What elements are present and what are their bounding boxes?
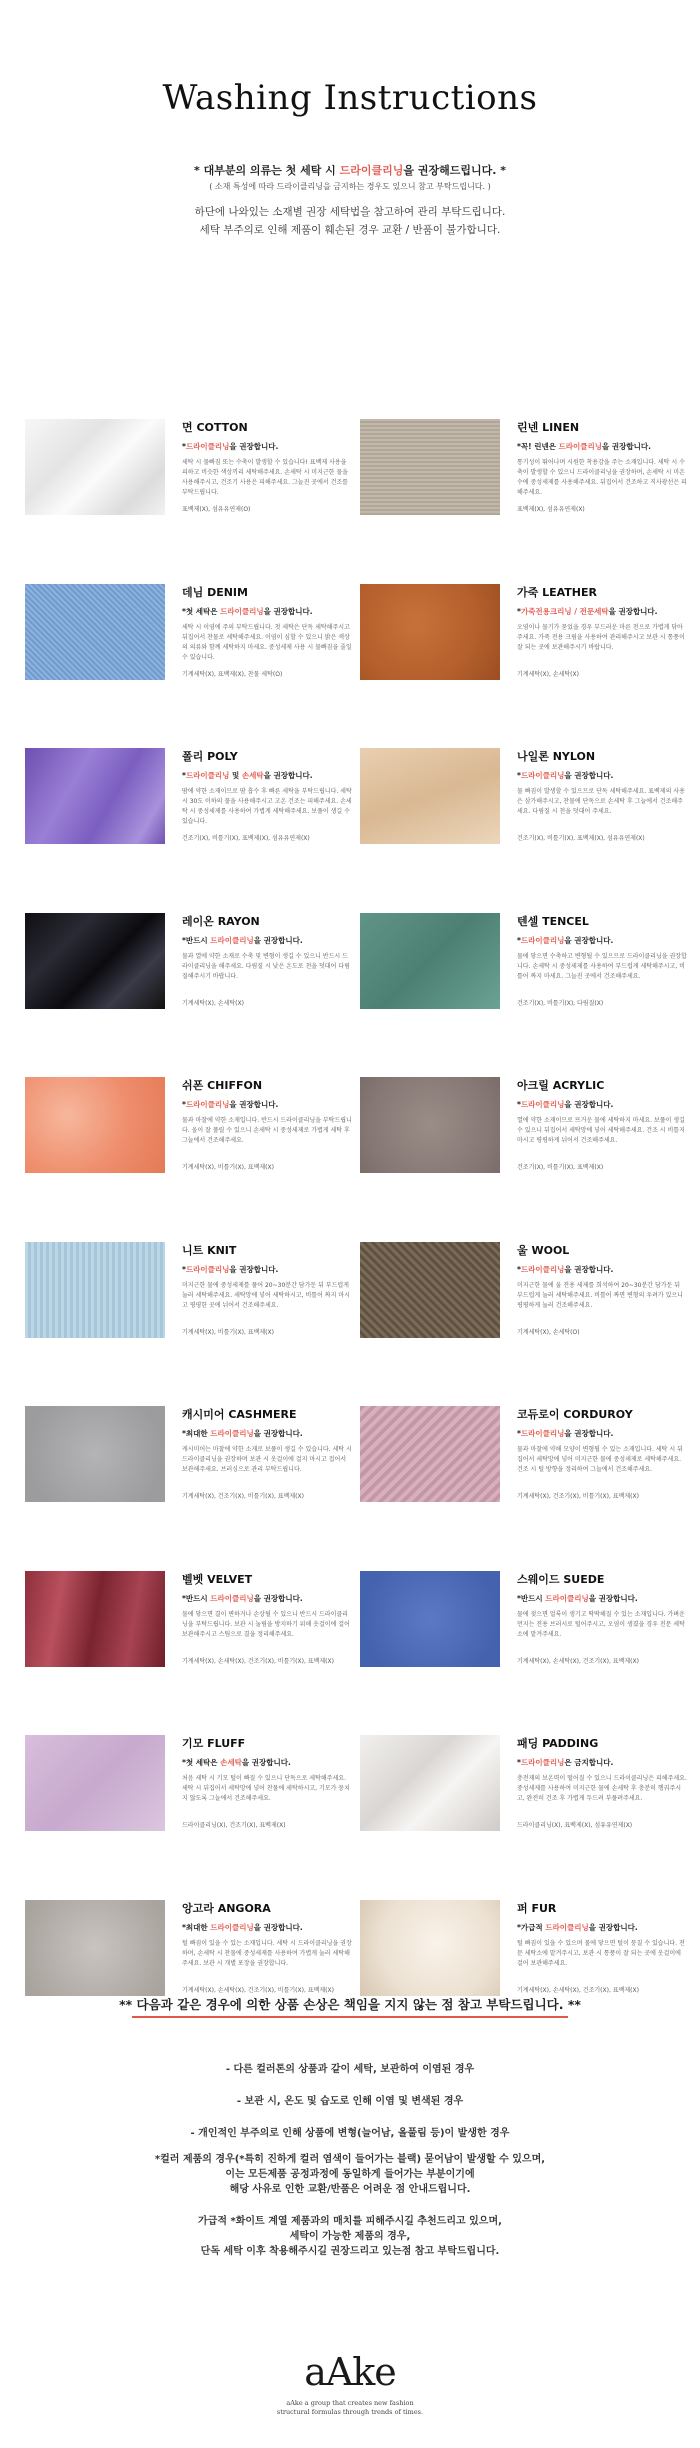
fabric-recommendation <box>182 1593 352 1604</box>
fabric-name: 면 COTTON <box>182 421 248 434</box>
fabric-card <box>25 1242 355 1362</box>
rec-highlight: 드라이클리닝 <box>545 1593 589 1603</box>
brand-tagline <box>0 2399 700 2417</box>
fabric-recommendation <box>182 770 352 781</box>
fabric-care-symbols: 기계세탁(X), 비틀기(X), 표백제(X) <box>182 1328 274 1336</box>
fabric-card <box>360 913 690 1033</box>
fabric-recommendation <box>182 1099 352 1110</box>
disclaimer-item: - 보관 시, 온도 및 습도로 인해 이염 및 변색된 경우 <box>236 2096 464 2107</box>
fabric-swatch-image <box>25 1242 165 1338</box>
fabric-care-symbols: 기계세탁(X), 표백제(X), 찬물 세탁(O) <box>182 670 283 678</box>
fabric-description: 미지근한 물에 중성세제를 풀어 20~30분간 담가둔 뒤 부드럽게 눌러 세탁해주세요. 세탁망에 넣어 세탁하시고, 비틀어 짜지 마시고 평평한 곳에 뉘어서 건조해주세요. <box>182 1281 350 1309</box>
fabric-care-symbols: 기계세탁(X), 비틀기(X), 표백제(X) <box>182 1164 274 1171</box>
tagline-line-2: structural formulas through trends of times. <box>276 2408 424 2416</box>
rec-pre: *가급적 <box>517 1922 546 1932</box>
fabric-name: 패딩 PADDING <box>517 1737 599 1750</box>
rec-pre: *최대한 <box>182 1429 211 1438</box>
rec-pre: * <box>517 935 521 945</box>
fabric-swatch-image <box>360 419 500 515</box>
rec-post: 을 권장합니다. <box>564 1100 614 1109</box>
disclaimer-title: ** 다음과 같은 경우에 의한 상품 손상은 책임을 지지 않는 점 참고 부탁드립니다. ** <box>119 1997 581 2012</box>
rec-pre: * <box>517 1100 521 1109</box>
fabric-recommendation <box>517 770 687 781</box>
fabric-recommendation <box>517 1922 687 1933</box>
fabric-recommendation <box>517 1099 687 1110</box>
fabric-care-symbols: 기계세탁(X), 건조기(X), 비틀기(X), 표백제(X) <box>517 1493 639 1500</box>
rec-highlight: 드라이클리닝 <box>185 442 230 451</box>
fabric-name: 코듀로이 CORDUROY <box>517 1408 633 1421</box>
white-match-line: 단독 세탁 이후 착용해주시길 권장드리고 있는점 참고 부탁드립니다. <box>200 2246 500 2257</box>
fabric-info <box>517 1900 687 1994</box>
fabric-info <box>517 1242 687 1336</box>
fabric-name: 폴리 POLY <box>182 750 238 763</box>
disclaimer-underline <box>132 2016 568 2018</box>
rec-highlight: 드라이클리닝 <box>185 771 230 780</box>
fabric-swatch-image <box>25 419 165 515</box>
rec-post: 을 권장합니다. <box>608 606 658 616</box>
fabric-care-symbols: 표백제(X), 섬유유연제(O) <box>182 506 251 513</box>
fabric-card <box>25 1077 355 1197</box>
fabric-info <box>517 748 687 842</box>
fabric-info <box>517 419 687 513</box>
fabric-swatch-image <box>360 1735 500 1831</box>
fabric-care-symbols: 건조기(X), 비틀기(X), 표백제(X), 섬유유연제(X) <box>182 835 310 842</box>
fabric-recommendation <box>182 441 352 452</box>
fabric-description: 세탁 시 이염에 주의 부탁드립니다. 첫 세탁은 단독 세탁해주시고 뒤집어서 찬물로 세탁해주세요. 이염이 심할 수 있으니 밝은 색상의 의류와 함께 세탁하지 마세요. 중성세제 사용 시 물빠짐을 줄일 수 있습니다. <box>182 623 352 661</box>
fabric-name: 니트 KNIT <box>182 1243 237 1257</box>
fabric-card <box>360 1571 690 1691</box>
fabric-swatch-image <box>25 1900 165 1996</box>
fabric-info <box>517 1406 687 1500</box>
fabric-card <box>25 584 355 704</box>
color-notice-line: 해당 사유로 인한 교환/반품은 어려운 점 안내드립니다. <box>229 2184 471 2195</box>
fabric-card <box>25 913 355 1033</box>
notice-post: 을 권장해드립니다. * <box>403 164 506 177</box>
fabric-card <box>25 1571 355 1691</box>
rec-post: 은 금지합니다. <box>564 1758 614 1767</box>
fabric-info <box>182 419 352 513</box>
rec-highlight: 드라이클리닝 <box>220 606 264 616</box>
fabric-care-symbols: 기계세탁(X), 손세탁(X) <box>182 999 244 1007</box>
fabric-swatch-image <box>360 584 500 680</box>
fabric-recommendation <box>517 1264 687 1275</box>
fabric-recommendation <box>182 1757 352 1768</box>
rec-post: 을 권장합니다. <box>602 442 651 451</box>
fabric-info <box>182 1571 352 1665</box>
color-notice-line: 이는 모든제품 공정과정에 동일하게 들어가는 부분이기에 <box>225 2169 475 2180</box>
rec-highlight: 드라이클리닝 <box>520 771 565 780</box>
fabric-name: 텐셀 TENCEL <box>517 914 589 928</box>
fabric-recommendation <box>517 1428 687 1439</box>
fabric-description: 충전재의 보온력이 떨어질 수 있으니 드라이클리닝은 피해주세요. 중성세제를 사용하여 미지근한 물에 손세탁 후 충분히 헹궈주시고, 완전히 건조 후 가볍게 두드려 부풀려주세요. <box>517 1775 687 1802</box>
fabric-description: 처음 세탁 시 기모 털이 빠질 수 있으니 단독으로 세탁해주세요. 세탁 시 뒤집어서 세탁망에 넣어 찬물에 세탁하시고, 기모가 뭉치지 않도록 그늘에서 건조해주세요. <box>182 1775 350 1802</box>
fabric-description: 물과 열에 약한 소재로 수축 및 변형이 생길 수 있으니 반드시 드라이클리닝을 해주세요. 다림질 시 낮은 온도로 천을 덧대어 다림질해주시기 바랍니다. <box>182 952 350 980</box>
fabric-recommendation <box>182 1922 352 1933</box>
fabric-recommendation <box>517 935 687 946</box>
fabric-card <box>360 748 690 868</box>
fabric-description: 털 빠짐이 있을 수 있으며 물에 닿으면 털이 뭉칠 수 있습니다. 전문 세탁소에 맡겨주시고, 보관 시 통풍이 잘 되는 곳에 옷걸이에 걸어 보관해주세요. <box>517 1939 685 1967</box>
fabric-swatch-image <box>360 1900 500 1996</box>
fabric-name: 가죽 LEATHER <box>517 585 597 599</box>
rec-post: 을 권장합니다. <box>229 1100 279 1109</box>
page-title: Washing Instructions <box>162 78 538 118</box>
white-match-line: 가급적 *화이트 계열 제품과의 매치를 피해주시길 추천드리고 있으며, <box>198 2216 502 2227</box>
fabric-recommendation <box>517 1593 687 1604</box>
fabric-care-symbols: 기계세탁(X), 손세탁(X), 건조기(X), 비틀기(X), 표백제(X) <box>182 1986 334 1994</box>
rec-post: 을 권장합니다. <box>229 1264 279 1274</box>
rec-pre: * <box>517 1429 521 1438</box>
fabric-description: 물과 마찰에 약한 소재입니다. 반드시 드라이클리닝을 부탁드립니다. 올이 잘 풀릴 수 있으니 손세탁 시 중성세제로 가볍게 세탁 후 그늘에서 건조해주세요. <box>182 1117 352 1144</box>
fabric-recommendation <box>517 441 687 452</box>
fabric-info <box>182 1900 352 1994</box>
rec-highlight: 드라이클리닝 <box>210 1593 254 1603</box>
fabric-name: 퍼 FUR <box>517 1901 557 1915</box>
fabric-description: 물에 닿으면 수축하고 변형될 수 있으므로 드라이클리닝을 권장합니다. 손세탁 시 중성세제를 사용하여 부드럽게 세탁해주시고, 비틀어 짜지 마세요. 그늘진 곳에서 건조해주세요. <box>517 952 687 980</box>
fabric-card <box>25 419 355 539</box>
rec-pre: * <box>182 771 186 780</box>
rec-highlight-secondary: 손세탁 <box>241 771 264 780</box>
rec-pre: *꼭! 린넨은 <box>517 442 559 451</box>
fabric-care-symbols: 건조기(X), 비틀기(X), 표백제(X), 섬유유연제(X) <box>517 835 645 842</box>
fabric-swatch-image <box>25 1571 165 1667</box>
fabric-description: 미지근한 물에 울 전용 세제를 희석하여 20~30분간 담가둔 뒤 부드럽게 눌러 세탁해주세요. 비틀어 짜면 변형의 우려가 있으니 평평하게 눌러 건조해주세요. <box>517 1281 683 1309</box>
fabric-description: 물에 젖으면 얼룩이 생기고 딱딱해질 수 있는 소재입니다. 가벼운 먼지는 전용 브러시로 털어주시고, 오염이 생겼을 경우 전문 세탁소에 맡겨주세요. <box>517 1610 685 1638</box>
fabric-name: 아크릴 ACRYLIC <box>517 1079 605 1092</box>
fabric-swatch-image <box>25 1735 165 1831</box>
fabric-description: 물 빠짐이 발생할 수 있으므로 단독 세탁해주세요. 표백제의 사용은 삼가해주시고, 찬물에 단독으로 손세탁 후 그늘에서 건조해주세요. 다림질 시 천을 덧대어 주세요. <box>517 788 685 815</box>
fabric-description: 땀에 약한 소재이므로 땀 흡수 후 빠른 세탁을 부탁드립니다. 세탁 시 30도 이하의 물을 사용해주시고 고온 건조는 피해주세요. 손세탁 시 중성세제를 사용하여 가볍게 세탁해주세요. 보풀이 생길 수 있습니다. <box>182 788 352 825</box>
rec-pre: * <box>517 606 521 616</box>
fabric-swatch-image <box>360 1242 500 1338</box>
rec-pre: *최대한 <box>182 1922 211 1932</box>
fabric-description: 캐시미어는 마찰에 약한 소재로 보풀이 생길 수 있습니다. 세탁 시 드라이클리닝을 권장하며 보관 시 옷걸이에 걸지 마시고 접어서 보관해주세요. 브러싱으로 관리 부탁드립니다. <box>182 1446 352 1473</box>
dryclean-notice <box>0 162 700 178</box>
intro-line-1: 하단에 나와있는 소재별 권장 세탁법을 참고하여 관리 부탁드립니다. <box>194 206 506 218</box>
rec-highlight: 드라이클리닝 <box>185 1100 230 1109</box>
rec-highlight: 드라이클리닝 <box>520 1758 565 1767</box>
fabric-info <box>517 913 687 1007</box>
rec-pre: * <box>182 442 186 451</box>
rec-post: 을 권장합니다. <box>241 1758 291 1767</box>
fabric-swatch-image <box>25 584 165 680</box>
fabric-swatch-image <box>360 913 500 1009</box>
rec-highlight: 드라이클리닝 <box>520 935 565 945</box>
fabric-description: 털 빠짐이 있을 수 있는 소재입니다. 세탁 시 드라이클리닝을 권장하며, 손세탁 시 찬물에 중성세제를 사용하여 가볍게 눌러 세탁해주세요. 보관 시 개별 포장을 권장합니다. <box>182 1939 352 1967</box>
fabric-care-symbols: 표백제(X), 섬유유연제(X) <box>517 506 585 513</box>
rec-highlight: 가죽전용크리닝 / 전문세탁 <box>520 606 609 616</box>
fabric-recommendation <box>517 606 687 617</box>
fabric-info <box>182 584 352 678</box>
fabric-name: 데님 DENIM <box>182 585 248 599</box>
fabric-name: 앙고라 ANGORA <box>182 1901 271 1915</box>
fabric-care-symbols: 기계세탁(X), 손세탁(X), 건조기(X), 비틀기(X), 표백제(X) <box>182 1657 334 1665</box>
rec-post: 을 권장합니다. <box>263 606 313 616</box>
fabric-info <box>182 1077 352 1171</box>
rec-pre: *반드시 <box>182 935 211 945</box>
fabric-swatch-image <box>360 1571 500 1667</box>
rec-pre: *반드시 <box>182 1593 211 1603</box>
fabric-card <box>360 419 690 539</box>
rec-highlight: 손세탁 <box>220 1758 242 1767</box>
fabric-care-symbols: 기계세탁(X), 건조기(X), 비틀기(X), 표백제(X) <box>182 1493 304 1500</box>
rec-highlight: 드라이클리닝 <box>520 1100 565 1109</box>
fabric-care-symbols: 건조기(X), 비틀기(X), 다림질(X) <box>517 999 604 1007</box>
rec-post: 을 권장합니다. <box>564 1264 614 1274</box>
fabric-name: 기모 FLUFF <box>182 1737 246 1750</box>
rec-highlight: 드라이클리닝 <box>210 1922 254 1932</box>
fabric-card <box>360 1242 690 1362</box>
rec-post: 을 권장합니다. <box>253 935 303 945</box>
rec-post: 을 권장합니다. <box>564 771 614 780</box>
rec-post: 을 권장합니다. <box>564 1429 614 1438</box>
brand-logo: aAke <box>304 2350 396 2394</box>
rec-pre: *첫 세탁은 <box>182 606 221 616</box>
fabric-swatch-image <box>25 1406 165 1502</box>
disclaimer-item: - 개인적인 부주의로 인해 상품에 변형(늘어남, 올풀림 등)이 발생한 경우 <box>190 2128 510 2139</box>
fabric-description: 통기성이 뛰어나며 시원한 착용감을 주는 소재입니다. 세탁 시 수축이 발생할 수 있으니 드라이클리닝을 권장하며, 손세탁 시 미온수에 중성세제를 사용해주세요. 뒤집어서 건조하고 직사광선은 피해주세요. <box>517 459 687 496</box>
notice-highlight: 드라이클리닝 <box>339 164 404 177</box>
rec-highlight: 드라이클리닝 <box>210 1429 254 1438</box>
fabric-care-symbols: 기계세탁(X), 손세탁(X), 건조기(X), 표백제(X) <box>517 1986 639 1994</box>
rec-pre: *첫 세탁은 <box>182 1758 221 1767</box>
fabric-care-symbols: 드라이클리닝(X), 표백제(X), 섬유유연제(X) <box>517 1822 633 1829</box>
rec-pre: *반드시 <box>517 1593 546 1603</box>
rec-highlight: 드라이클리닝 <box>545 1922 589 1932</box>
fabric-info <box>182 1406 352 1500</box>
rec-pre: * <box>517 1758 521 1767</box>
fabric-info <box>182 748 352 842</box>
fabric-name: 캐시미어 CASHMERE <box>182 1408 297 1421</box>
fabric-recommendation <box>182 1428 352 1439</box>
fabric-info <box>517 1735 687 1829</box>
fabric-card <box>25 748 355 868</box>
fabric-name: 린넨 LINEN <box>517 421 580 434</box>
fabric-card <box>360 1077 690 1197</box>
fabric-swatch-image <box>25 748 165 844</box>
rec-pre: * <box>517 771 521 780</box>
fabric-name: 스웨이드 SUEDE <box>517 1572 605 1586</box>
fabric-card <box>360 1406 690 1526</box>
fabric-card <box>360 1735 690 1855</box>
fabric-info <box>517 1571 687 1665</box>
fabric-info <box>517 1077 687 1171</box>
rec-highlight: 드라이클리닝 <box>210 935 254 945</box>
rec-highlight: 드라이클리닝 <box>520 1264 565 1274</box>
rec-pre: * <box>182 1264 186 1274</box>
fabric-card <box>25 1406 355 1526</box>
fabric-swatch-image <box>360 748 500 844</box>
rec-post: 을 권장합니다. <box>588 1922 638 1932</box>
fabric-name: 나일론 NYLON <box>517 750 596 763</box>
white-match-line: 세탁이 가능한 제품의 경우, <box>289 2231 411 2242</box>
notice-pre: * 대부분의 의류는 첫 세탁 시 <box>194 164 340 177</box>
rec-post: 을 권장합니다. <box>253 1593 303 1603</box>
notice-subtext: ( 소재 특성에 따라 드라이클리닝을 금지하는 경우도 있으니 참고 부탁드립니다. ) <box>209 182 491 191</box>
rec-post: 을 권장합니다. <box>253 1429 303 1438</box>
fabric-recommendation <box>517 1757 687 1768</box>
rec-pre: * <box>182 1100 186 1109</box>
fabric-name: 레이온 RAYON <box>182 914 260 928</box>
rec-post: 을 권장합니다. <box>253 1922 303 1932</box>
fabric-care-symbols: 기계세탁(X), 손세탁(X) <box>517 670 579 678</box>
fabric-description: 세탁 시 물빠짐 또는 수축이 발생할 수 있습니다! 표백제 사용을 피하고 비슷한 색상끼리 세탁해주세요. 손세탁 시 미지근한 물을 사용해주시고, 건조기 사용은 피해주세요. 그늘진 곳에서 건조를 부탁드립니다. <box>182 459 348 496</box>
fabric-recommendation <box>182 935 352 946</box>
rec-post: 을 권장합니다. <box>564 935 614 945</box>
rec-post: 및 손세탁을 권장합니다. <box>229 771 313 780</box>
fabric-name: 벨벳 VELVET <box>182 1572 253 1586</box>
fabric-care-symbols: 기계세탁(X), 손세탁(X), 건조기(X), 표백제(X) <box>517 1657 639 1665</box>
fabric-info <box>182 1735 352 1829</box>
rec-highlight: 드라이클리닝 <box>185 1264 230 1274</box>
fabric-info <box>182 1242 352 1336</box>
fabric-care-symbols: 기계세탁(X), 손세탁(O) <box>517 1328 580 1336</box>
disclaimer-item: - 다른 컬러톤의 상품과 같이 세탁, 보관하여 이염된 경우 <box>225 2064 475 2075</box>
fabric-info <box>517 584 687 678</box>
fabric-description: 열에 약한 소재이므로 뜨거운 물에 세탁하지 마세요. 보풀이 생길 수 있으니 뒤집어서 세탁망에 넣어 세탁해주세요. 건조 시 비틀지 마시고 평평하게 뉘어서 건조해주세요. <box>517 1117 685 1144</box>
fabric-description: 물에 닿으면 결이 변하거나 손상될 수 있으니 반드시 드라이클리닝을 부탁드립니다. 보관 시 눌림을 방지하기 위해 옷걸이에 걸어 보관해주시고 스팀으로 결을 정리해주세요. <box>182 1610 350 1638</box>
fabric-name: 쉬폰 CHIFFON <box>182 1079 263 1092</box>
fabric-swatch-image <box>25 913 165 1009</box>
rec-post: 을 권장합니다. <box>229 442 279 451</box>
fabric-card <box>25 1735 355 1855</box>
fabric-description: 물과 마찰에 약해 모양이 변형될 수 있는 소재입니다. 세탁 시 뒤집어서 세탁망에 넣어 미지근한 물에 중성세제로 세탁해주세요. 건조 시 털 방향을 정리하여 그늘에서 건조해주세요. <box>517 1446 683 1473</box>
fabric-info <box>182 913 352 1007</box>
rec-highlight: 드라이클리닝 <box>520 1429 565 1438</box>
fabric-card <box>360 584 690 704</box>
rec-post: 을 권장합니다. <box>588 1593 638 1603</box>
rec-highlight: 드라이클리닝 <box>558 442 603 451</box>
fabric-recommendation <box>182 1264 352 1275</box>
color-notice-line: *컬러 제품의 경우(*특히 진하게 컬러 염색이 들어가는 블랙) 묻어남이 발생할 수 있으며, <box>154 2154 546 2165</box>
fabric-name: 울 WOOL <box>517 1243 570 1257</box>
fabric-care-symbols: 건조기(X), 비틀기(X), 표백제(X) <box>517 1164 604 1171</box>
fabric-care-symbols: 드라이클리닝(X), 건조기(X), 표백제(X) <box>182 1822 286 1829</box>
fabric-description: 오염이나 물기가 묻었을 경우 부드러운 마른 천으로 가볍게 닦아주세요. 가죽 전용 크림을 사용하여 관리해주시고 보관 시 통풍이 잘 되는 곳에 보관해주시기 바랍니다. <box>517 623 685 651</box>
fabric-recommendation <box>182 606 352 617</box>
fabric-swatch-image <box>360 1077 500 1173</box>
intro-line-2: 세탁 부주의로 인해 제품이 훼손된 경우 교환 / 반품이 불가합니다. <box>199 224 501 236</box>
tagline-line-1: aAke a group that creates new fashion <box>286 2399 414 2407</box>
rec-pre: * <box>517 1264 521 1274</box>
fabric-swatch-image <box>360 1406 500 1502</box>
fabric-swatch-image <box>25 1077 165 1173</box>
